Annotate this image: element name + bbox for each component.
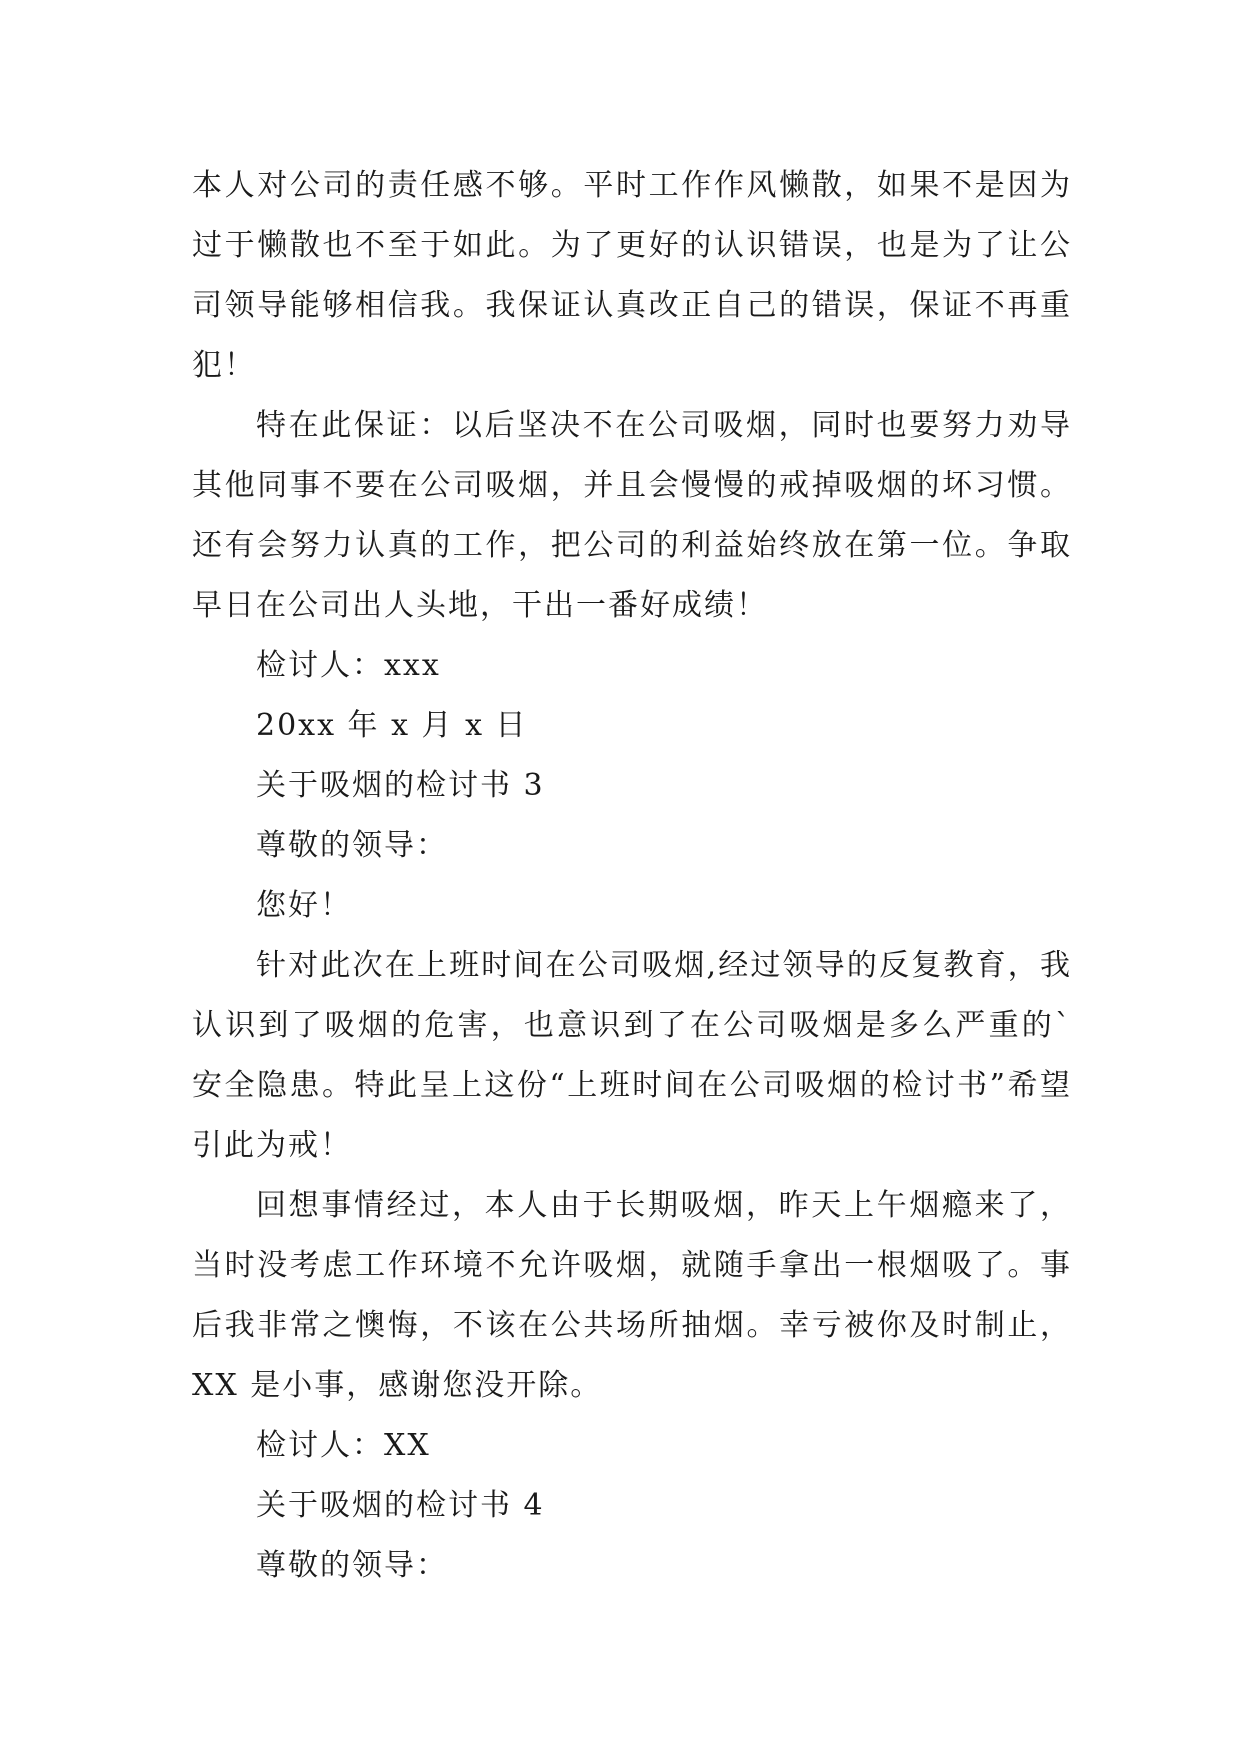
greeting: 您好！	[256, 888, 352, 923]
date-line: 20xx 年 x 月 x 日	[256, 708, 528, 743]
salutation: 尊敬的领导：	[256, 828, 448, 863]
section-title-3: 关于吸烟的检讨书 3	[256, 768, 545, 803]
document-body	[192, 156, 1072, 1596]
paragraph-promise: 特在此保证：以后坚决不在公司吸烟，同时也要努力劝导其他同事不要在公司吸烟，并且会慢慢的戒掉吸烟的坏习惯。还有会努力认真的工作，把公司的利益始终放在第一位。争取早日在公司出人头地，干出一番好成绩！	[192, 408, 1072, 623]
signature-line-2: 检讨人：XX	[256, 1428, 431, 1463]
paragraph-recollection: 回想事情经过，本人由于长期吸烟，昨天上午烟瘾来了，当时没考虑工作环境不允许吸烟，就随手拿出一根烟吸了。事后我非常之懊悔，不该在公共场所抽烟。幸亏被你及时制止，XX 是小事，感谢您没开除。	[192, 1188, 1072, 1403]
paragraph-responsibility: 本人对公司的责任感不够。平时工作作风懒散，如果不是因为过于懒散也不至于如此。为了更好的认识错误，也是为了让公司领导能够相信我。我保证认真改正自己的错误，保证不再重犯！	[192, 168, 1072, 383]
salutation-2: 尊敬的领导：	[256, 1548, 448, 1583]
paragraph-reflection: 针对此次在上班时间在公司吸烟,经过领导的反复教育，我认识到了吸烟的危害，也意识到了在公司吸烟是多么严重的`安全隐患。特此呈上这份“上班时间在公司吸烟的检讨书”希望引此为戒！	[192, 948, 1072, 1163]
signature-line: 检讨人：xxx	[256, 648, 441, 683]
section-title-4: 关于吸烟的检讨书 4	[256, 1488, 545, 1523]
